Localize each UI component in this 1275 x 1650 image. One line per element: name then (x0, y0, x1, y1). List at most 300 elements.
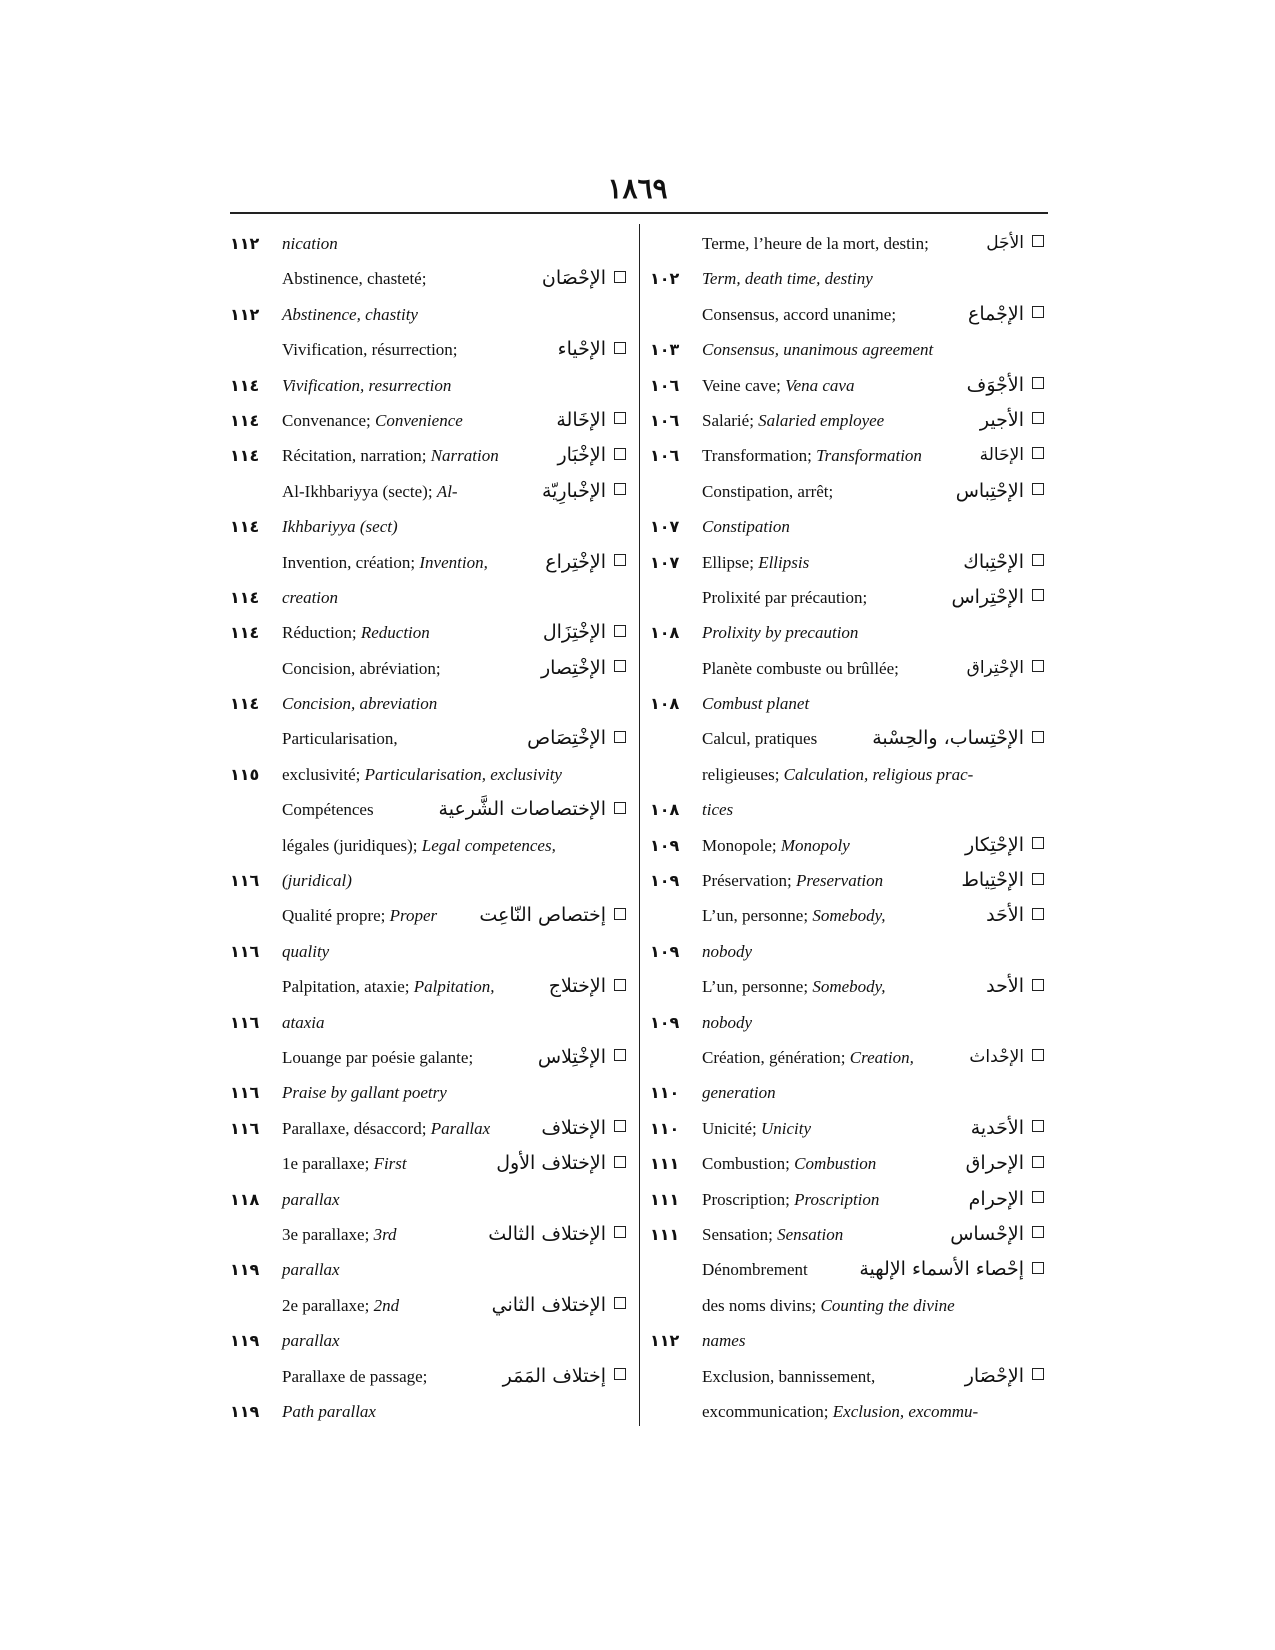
entry-line (230, 934, 630, 969)
entry-marker-icon (614, 1226, 626, 1238)
arabic-headword (492, 1288, 626, 1323)
entry-line (650, 1252, 1048, 1287)
arabic-text: الإحراق (965, 1152, 1024, 1175)
english-inline: Convenience (375, 410, 463, 430)
entry-line (650, 1323, 1048, 1358)
english-inline: Reduction (360, 623, 430, 643)
french-term (702, 368, 854, 403)
french-text: Consensus, accord unanime; (702, 304, 897, 324)
arabic-headword (963, 545, 1044, 580)
arabic-headword (965, 828, 1044, 863)
page-ref-number: ١٠٦ (650, 446, 680, 466)
french-term (282, 1217, 397, 1252)
french-term (282, 438, 499, 473)
english-text: excommunication; (702, 1401, 833, 1421)
entry-marker-icon (614, 448, 626, 460)
french-term (702, 721, 817, 756)
english-text: quality (282, 941, 330, 961)
entry-marker-icon (614, 412, 626, 424)
arabic-text: الإحْتِراس (951, 585, 1024, 608)
entry-marker-icon (1032, 1191, 1044, 1203)
english-term (282, 1182, 340, 1217)
arabic-text: الإخَالة (556, 408, 606, 431)
entry-marker-icon (1032, 235, 1044, 247)
entry-line (650, 615, 1048, 650)
arabic-text: الإحْتِكار (964, 833, 1024, 856)
english-inline: Preservation (795, 871, 884, 891)
arabic-headword (541, 1111, 626, 1146)
english-text: Ikhbariyya (sect) (282, 517, 398, 537)
english-term (702, 332, 933, 367)
left-column (230, 226, 630, 1429)
french-text: Monopole; (702, 835, 781, 855)
page-ref-number: ١١٦ (230, 871, 260, 891)
entry-marker-icon (614, 908, 626, 920)
entry-marker-icon (614, 802, 626, 814)
page-ref-number: ١١٤ (230, 623, 260, 643)
arabic-text: الأجْوَف (966, 373, 1024, 396)
english-term (282, 863, 352, 898)
entry-line (230, 792, 630, 827)
arabic-headword (965, 1359, 1044, 1394)
arabic-text: الإخْبارِيّة (541, 479, 606, 502)
page-ref-number: ١١٦ (230, 1012, 260, 1032)
english-inline: Al- (436, 481, 458, 501)
entry-line (650, 757, 1048, 792)
english-term (702, 1394, 978, 1429)
entry-line (230, 898, 630, 933)
french-term (702, 1252, 808, 1287)
entry-line (230, 863, 630, 898)
english-text: parallax (282, 1260, 340, 1280)
page-ref-number: ١١٦ (230, 1118, 260, 1138)
page-ref-number: ١١٩ (230, 1331, 260, 1351)
page-ref-number: ١١٠ (650, 1083, 680, 1103)
french-text: Palpitation, ataxie; (282, 977, 414, 997)
entry-marker-icon (1032, 1049, 1044, 1061)
french-text: Transformation; (702, 446, 817, 466)
english-term (282, 226, 338, 261)
entry-line (650, 580, 1048, 615)
french-term (702, 828, 850, 863)
page-ref-number: ١١١ (650, 1224, 680, 1244)
arabic-text: الإحْتِراق (966, 657, 1024, 678)
entry-line (230, 651, 630, 686)
english-term (282, 368, 451, 403)
english-term (282, 828, 556, 863)
french-text: Ellipse; (702, 552, 759, 572)
entry-line (230, 403, 630, 438)
arabic-text: الإختلاف الثاني (491, 1293, 606, 1316)
arabic-headword (503, 1359, 626, 1394)
page-ref-number: ١٠٧ (650, 552, 680, 572)
english-inline: Monopoly (780, 835, 850, 855)
english-text: Praise by gallant poetry (282, 1083, 447, 1103)
english-text: Term, death time, destiny (702, 269, 873, 289)
english-term (282, 509, 398, 544)
arabic-text: الأحَد (986, 904, 1024, 927)
french-text: Unicité; (702, 1118, 762, 1138)
english-text: nobody (702, 1012, 753, 1032)
page-ref-number: ١٠٩ (650, 941, 680, 961)
french-text: Salarié; (702, 410, 759, 430)
arabic-headword (558, 332, 626, 367)
english-text: nication (282, 234, 338, 253)
french-text: Particularisation, (282, 729, 398, 749)
entry-line (650, 403, 1048, 438)
page-ref-number: ١١٤ (230, 375, 260, 395)
arabic-text: الإختلاف الثالث (488, 1222, 606, 1245)
arabic-headword (549, 969, 626, 1004)
arabic-text: الإجْماع (968, 302, 1024, 325)
arabic-text: الإخْتِراع (545, 550, 606, 573)
entry-line (230, 226, 630, 261)
entry-line (650, 1288, 1048, 1323)
english-term (282, 1252, 340, 1287)
french-term (282, 651, 441, 686)
entry-line (230, 1146, 630, 1181)
arabic-text: الإختلاف (541, 1116, 606, 1139)
french-term (282, 721, 398, 756)
arabic-text: الإختلاف الأول (496, 1152, 606, 1175)
english-text: nobody (702, 941, 753, 961)
french-term (702, 1217, 843, 1252)
page-ref-number: ١١٤ (230, 587, 260, 607)
entry-marker-icon (1032, 1156, 1044, 1168)
english-text: names (702, 1331, 746, 1351)
french-text: Abstinence, chasteté; (282, 269, 427, 289)
arabic-headword (488, 1217, 626, 1252)
entry-line (230, 686, 630, 721)
french-text: Proscription; (702, 1189, 795, 1209)
entry-line (650, 1040, 1048, 1075)
english-term (702, 792, 733, 827)
entry-marker-icon (1032, 1262, 1044, 1274)
page-ref-number: ١٠٩ (650, 871, 680, 891)
english-text: Concision, abreviation (282, 694, 438, 714)
arabic-headword (980, 403, 1044, 438)
english-term (702, 261, 873, 296)
english-term (282, 1075, 447, 1110)
english-text: creation (282, 587, 339, 607)
arabic-headword (542, 474, 626, 509)
entry-line (650, 1217, 1048, 1252)
page-ref-number: ١٠٦ (650, 375, 680, 395)
page-ref-number: ١١٩ (230, 1401, 260, 1421)
entry-line (650, 651, 1048, 686)
arabic-headword (872, 721, 1044, 756)
english-term (702, 686, 809, 721)
arabic-headword (967, 651, 1044, 686)
entry-line (230, 721, 630, 756)
english-term (282, 1394, 376, 1429)
page-ref-number: ١١٤ (230, 410, 260, 430)
french-term (702, 1040, 914, 1075)
arabic-text: الإخْبَار (557, 444, 606, 467)
french-text: L’un, personne; (702, 906, 813, 926)
entry-line (650, 686, 1048, 721)
entry-line (230, 1217, 630, 1252)
arabic-headword (543, 615, 626, 650)
english-term (282, 1005, 325, 1040)
entry-line (650, 297, 1048, 332)
arabic-text: الإحْتِياط (961, 869, 1024, 892)
english-text: des noms divins; (702, 1295, 821, 1315)
english-text: Path parallax (282, 1401, 376, 1421)
english-term (282, 757, 562, 792)
english-term (702, 509, 790, 544)
arabic-headword (961, 863, 1044, 898)
english-inline: Palpitation, (413, 977, 495, 997)
entry-marker-icon (614, 554, 626, 566)
french-text: Convenance; (282, 410, 375, 430)
english-text: tices (702, 800, 734, 820)
entry-marker-icon (614, 731, 626, 743)
arabic-headword (956, 474, 1044, 509)
page-ref-number: ١١١ (650, 1154, 680, 1174)
english-inline: Parallax (430, 1118, 491, 1138)
french-text: 2e parallaxe; (282, 1295, 374, 1315)
english-inline: Counting the divine (820, 1295, 955, 1315)
arabic-text: الإحْصَان (541, 267, 606, 290)
french-term (702, 297, 896, 332)
entry-line (650, 474, 1048, 509)
entry-line (650, 792, 1048, 827)
french-text: L’un, personne; (702, 977, 813, 997)
entry-line (230, 615, 630, 650)
entry-line (230, 828, 630, 863)
arabic-headword (966, 1146, 1044, 1181)
arabic-headword (969, 1040, 1044, 1075)
entry-line (650, 898, 1048, 933)
entry-line (230, 1323, 630, 1358)
english-term (282, 580, 338, 615)
entry-marker-icon (1032, 660, 1044, 672)
english-inline: Transformation (816, 446, 922, 466)
entry-marker-icon (614, 1049, 626, 1061)
arabic-text: الإختصاصات الشَّرعية (438, 798, 606, 821)
french-text: Parallaxe de passage; (282, 1366, 428, 1386)
arabic-headword (527, 721, 626, 756)
english-text: Vivification, resurrection (282, 375, 452, 395)
page-ref-number: ١١٩ (230, 1260, 260, 1280)
page-ref-number: ١١٤ (230, 694, 260, 714)
english-text: parallax (282, 1189, 340, 1209)
page-ref-number: ١١٨ (230, 1189, 260, 1209)
page-ref-number: ١١٢ (650, 1331, 680, 1351)
english-term (282, 934, 329, 969)
french-term (282, 1359, 427, 1394)
page-ref-number: ١٠٩ (650, 1012, 680, 1032)
page-ref-number: ١١٤ (230, 517, 260, 537)
arabic-headword (971, 1111, 1044, 1146)
page-ref-number: ١٠٨ (650, 800, 680, 820)
entry-marker-icon (1032, 731, 1044, 743)
arabic-headword (496, 1146, 626, 1181)
english-text: exclusivité; (282, 764, 365, 784)
entry-marker-icon (1032, 873, 1044, 885)
french-term (282, 1288, 399, 1323)
english-inline: Somebody, (812, 906, 886, 926)
entry-line (230, 1075, 630, 1110)
entry-marker-icon (614, 1297, 626, 1309)
entry-line (230, 474, 630, 509)
english-term (702, 1075, 776, 1110)
arabic-headword (541, 651, 626, 686)
english-inline: First (373, 1154, 407, 1174)
french-text: Constipation, arrêt; (702, 481, 834, 501)
english-inline: 3rd (373, 1224, 397, 1244)
french-text: Veine cave; (702, 375, 786, 395)
english-term (702, 934, 752, 969)
french-term (282, 792, 374, 827)
french-text: Vivification, résurrection; (282, 340, 458, 360)
french-term (282, 615, 430, 650)
arabic-text: الإحْداث (969, 1046, 1024, 1067)
arabic-headword (556, 403, 626, 438)
french-term (282, 898, 437, 933)
french-text: Exclusion, bannissement, (702, 1366, 876, 1386)
french-text: Sensation; (702, 1224, 778, 1244)
entry-line (650, 1146, 1048, 1181)
french-term (702, 474, 833, 509)
entry-line (230, 1394, 630, 1429)
french-text: Al-Ikhbariyya (secte); (282, 481, 437, 501)
arabic-text: الأحد (986, 975, 1024, 998)
french-text: Récitation, narration; (282, 446, 431, 466)
entry-marker-icon (1032, 837, 1044, 849)
entry-line (230, 297, 630, 332)
english-inline: Particularisation, exclusivity (364, 764, 562, 784)
entry-marker-icon (614, 483, 626, 495)
entry-line (650, 863, 1048, 898)
arabic-text: الأحَدية (970, 1116, 1024, 1139)
entry-line (230, 1005, 630, 1040)
entry-marker-icon (614, 1368, 626, 1380)
french-term (702, 863, 883, 898)
french-term (282, 545, 488, 580)
english-term (702, 1005, 752, 1040)
english-text: légales (juridiques); (282, 835, 422, 855)
english-inline: Combustion (794, 1154, 877, 1174)
arabic-headword (986, 226, 1044, 261)
english-inline: Ellipsis (758, 552, 810, 572)
french-text: Concision, abréviation; (282, 658, 441, 678)
arabic-headword (951, 580, 1044, 615)
arabic-headword (542, 261, 626, 296)
arabic-text: الإحَالة (979, 445, 1024, 466)
entry-marker-icon (1032, 412, 1044, 424)
english-term (702, 615, 858, 650)
arabic-headword (479, 898, 626, 933)
entry-line (650, 828, 1048, 863)
english-inline: Salaried employee (758, 410, 885, 430)
entry-line (650, 438, 1048, 473)
english-inline: 2nd (373, 1295, 400, 1315)
french-term (282, 261, 426, 296)
entry-marker-icon (1032, 306, 1044, 318)
english-text: (juridical) (282, 871, 352, 891)
french-text: Compétences (282, 800, 374, 820)
french-term (702, 898, 886, 933)
entry-marker-icon (1032, 377, 1044, 389)
entry-line (230, 1182, 630, 1217)
english-inline: Legal competences, (421, 835, 556, 855)
arabic-text: الإحْساس (950, 1222, 1024, 1245)
right-column (650, 226, 1048, 1429)
entry-line (650, 226, 1048, 261)
entry-line (650, 1182, 1048, 1217)
english-inline: Vena cava (785, 375, 855, 395)
arabic-headword (538, 1040, 626, 1075)
french-term (282, 1146, 407, 1181)
arabic-text: الإخْتِلاس (537, 1045, 606, 1068)
page-ref-number: ١٠٨ (650, 623, 680, 643)
french-term (282, 1040, 473, 1075)
french-text: Parallaxe, désaccord; (282, 1118, 431, 1138)
arabic-headword (950, 1217, 1044, 1252)
entry-line (230, 261, 630, 296)
entry-marker-icon (614, 625, 626, 637)
arabic-text: الإحْصَار (964, 1364, 1024, 1387)
english-inline: Somebody, (812, 977, 886, 997)
entry-marker-icon (1032, 908, 1044, 920)
entry-line (650, 332, 1048, 367)
arabic-headword (439, 792, 626, 827)
french-term (702, 545, 809, 580)
page-ref-number: ١٠٨ (650, 694, 680, 714)
arabic-text: الإخْتِصَاص (527, 727, 606, 750)
english-term (282, 686, 437, 721)
french-term (702, 969, 886, 1004)
entry-marker-icon (614, 1120, 626, 1132)
english-text: ataxia (282, 1012, 325, 1032)
french-text: 3e parallaxe; (282, 1224, 374, 1244)
entry-line (650, 1111, 1048, 1146)
english-text: religieuses; (702, 764, 784, 784)
entry-marker-icon (614, 271, 626, 283)
arabic-text: إحْصاء الأسماء الإلهية (859, 1258, 1024, 1281)
page-ref-number: ١١٠ (650, 1118, 680, 1138)
french-text: Invention, création; (282, 552, 420, 572)
english-term (702, 1323, 745, 1358)
french-text: Qualité propre; (282, 906, 390, 926)
page-ref-number: ١١٥ (230, 764, 260, 784)
entry-marker-icon (1032, 589, 1044, 601)
arabic-headword (967, 368, 1044, 403)
entry-marker-icon (1032, 447, 1044, 459)
english-inline: Exclusion, excommu- (832, 1401, 979, 1421)
arabic-text: الإختلاج (548, 975, 606, 998)
arabic-headword (545, 545, 626, 580)
entry-marker-icon (614, 660, 626, 672)
arabic-text: الإحرام (968, 1187, 1024, 1210)
entry-marker-icon (1032, 1368, 1044, 1380)
entry-line (650, 261, 1048, 296)
arabic-text: الإخْتِزَال (542, 621, 606, 644)
english-inline: Proscription (794, 1189, 880, 1209)
arabic-text: الإحْتِباس (955, 479, 1024, 502)
arabic-text: الإحْتِباك (963, 550, 1024, 573)
french-text: Réduction; (282, 623, 361, 643)
french-term (282, 403, 463, 438)
entry-marker-icon (1032, 979, 1044, 991)
page-ref-number: ١٠٦ (650, 410, 680, 430)
header-rule (230, 212, 1048, 214)
entry-line (650, 934, 1048, 969)
entry-line (650, 545, 1048, 580)
french-term (702, 1182, 879, 1217)
